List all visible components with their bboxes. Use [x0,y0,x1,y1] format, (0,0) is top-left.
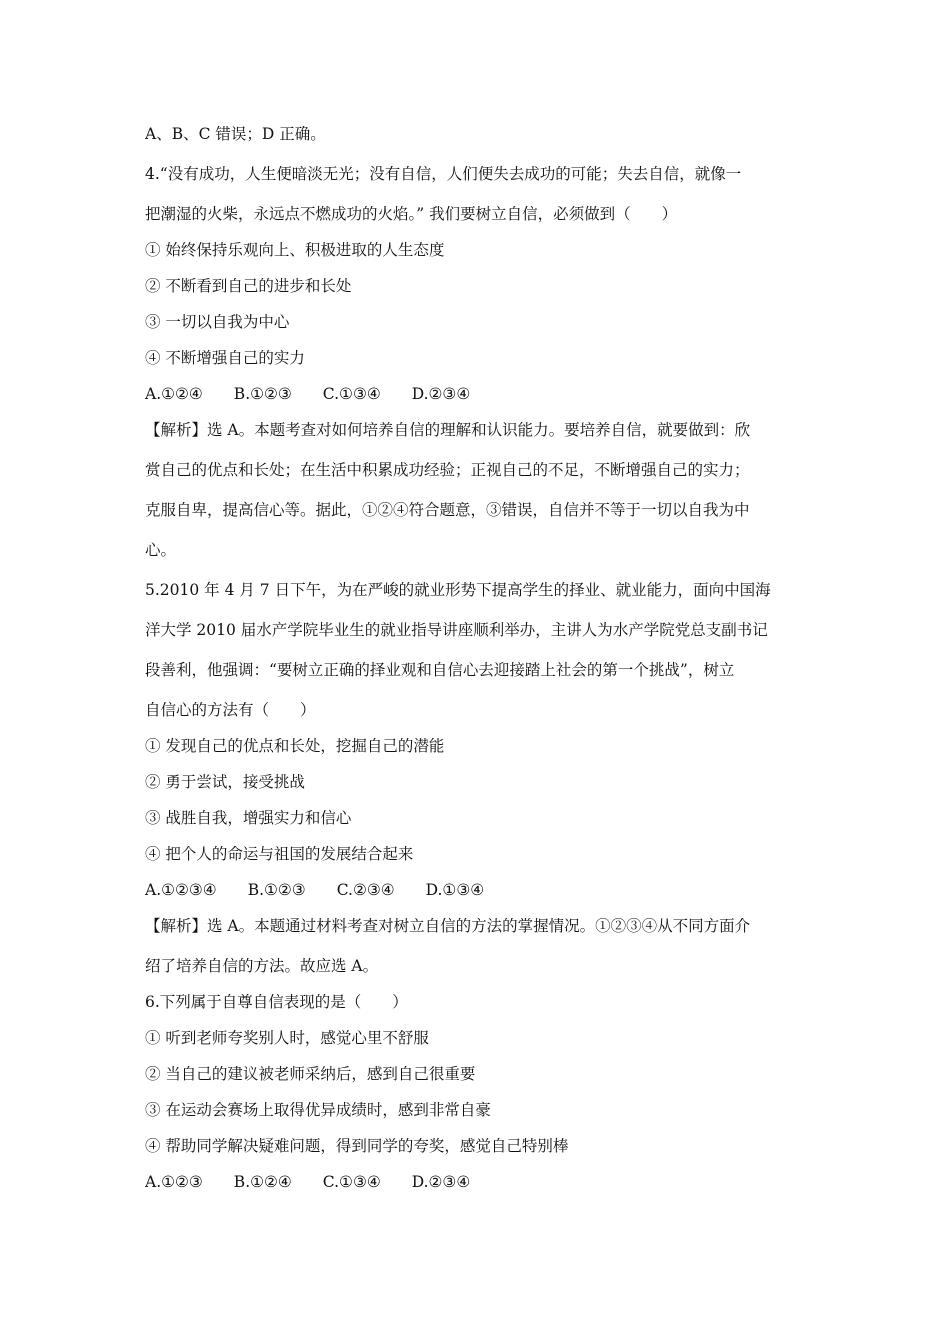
question-4-item-1: ① 始终保持乐观向上、积极进取的人生态度 [145,241,445,259]
question-5-stem-line-3: 段善利，他强调：“要树立正确的择业观和自信心去迎接踏上社会的第一个挑战”，树立 [145,661,735,679]
question-4-analysis-line-3: 克服自卑，提高信心等。据此，①②④符合题意，③错误，自信并不等于一切以自我为中 [145,501,750,519]
question-4-options: A.①②④ B.①②③ C.①③④ D.②③④ [145,385,471,403]
question-6-item-2: ② 当自己的建议被老师采纳后，感到自己很重要 [145,1065,476,1083]
question-6-item-3: ③ 在运动会赛场上取得优异成绩时，感到非常自豪 [145,1101,491,1119]
question-4-stem-line-1: 4.“没有成功，人生便暗淡无光；没有自信，人们便失去成功的可能；失去自信，就像一 [145,165,742,183]
question-5-analysis-line-2: 绍了培养自信的方法。故应选 A。 [145,957,379,975]
question-5-analysis-line-1: 【解析】选 A。本题通过材料考查对树立自信的方法的掌握情况。①②③④从不同方面介 [145,917,751,935]
question-4-item-2: ② 不断看到自己的进步和长处 [145,277,352,295]
question-5-stem-line-2: 洋大学 2010 届水产学院毕业生的就业指导讲座顺利举办，主讲人为水产学院党总支副书记 [145,621,768,639]
question-5-item-4: ④ 把个人的命运与祖国的发展结合起来 [145,845,414,863]
question-4-analysis-line-1: 【解析】选 A。本题考查对如何培养自信的理解和认识能力。要培养自信，就要做到：欣 [145,421,751,439]
question-4-analysis-line-2: 赏自己的优点和长处；在生活中积累成功经验；正视自己的不足，不断增强自己的实力； [145,461,750,479]
question-6-options: A.①②③ B.①②④ C.①③④ D.②③④ [145,1173,471,1191]
question-4-stem-line-2: 把潮湿的火柴，永远点不燃成功的火焰。” 我们要树立自信，必须做到（ ） [145,205,678,223]
answer-note-q3: A、B、C 错误；D 正确。 [145,125,326,143]
question-5-options: A.①②③④ B.①②③ C.②③④ D.①③④ [145,881,485,899]
question-5-item-2: ② 勇于尝试，接受挑战 [145,773,305,791]
question-6-item-1: ① 听到老师夸奖别人时，感觉心里不舒服 [145,1029,429,1047]
question-5-item-1: ① 发现自己的优点和长处，挖掘自己的潜能 [145,737,445,755]
question-5-item-3: ③ 战胜自我，增强实力和信心 [145,809,352,827]
question-5-stem-line-1: 5.2010 年 4 月 7 日下午，为在严峻的就业形势下提高学生的择业、就业能力，面向中国海 [145,581,771,599]
question-5-stem-line-4: 自信心的方法有（ ） [145,701,316,719]
question-6-item-4: ④ 帮助同学解决疑难问题，得到同学的夸奖，感觉自己特别棒 [145,1137,569,1155]
question-4-analysis-line-4: 心。 [145,541,177,559]
question-6-stem: 6.下列属于自尊自信表现的是（ ） [145,993,408,1011]
question-4-item-4: ④ 不断增强自己的实力 [145,349,305,367]
question-4-item-3: ③ 一切以自我为中心 [145,313,290,331]
